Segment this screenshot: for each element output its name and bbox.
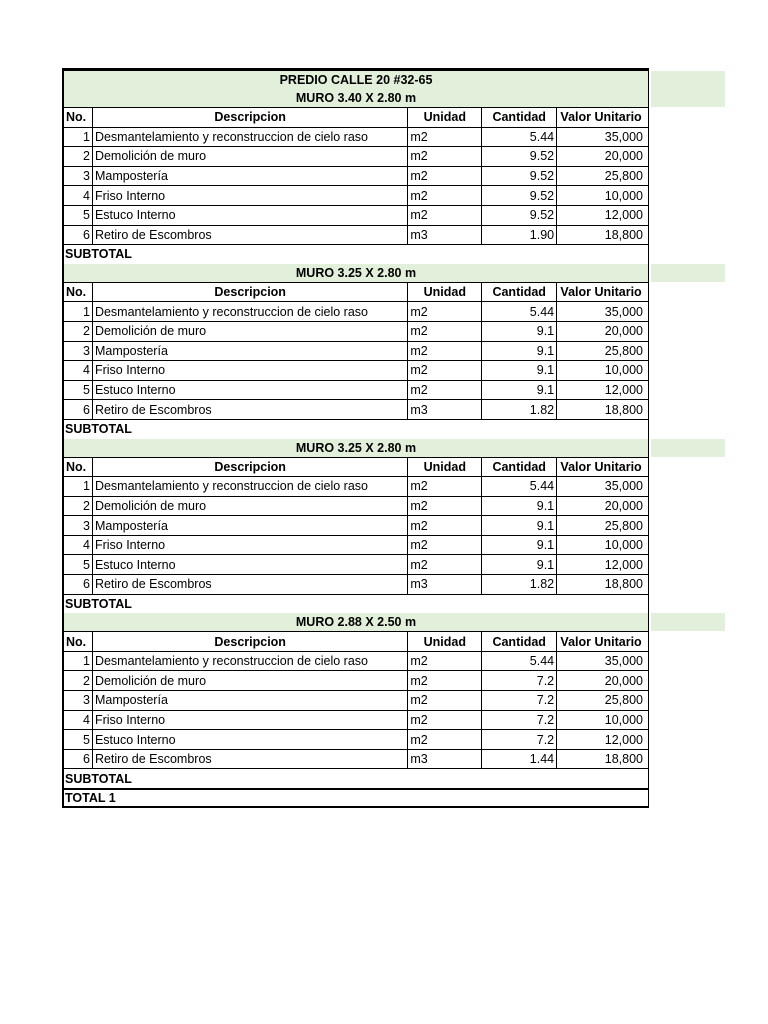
cell-no[interactable]: 4 bbox=[64, 361, 93, 380]
cell-no[interactable]: 5 bbox=[64, 381, 93, 400]
total-label: TOTAL 1 bbox=[65, 791, 116, 805]
header-descripcion[interactable]: Descripcion bbox=[93, 458, 408, 477]
cell-unidad[interactable]: m2 bbox=[408, 186, 482, 205]
cell-no[interactable]: 6 bbox=[64, 400, 93, 419]
table-row bbox=[62, 749, 649, 769]
cell-valor-unitario[interactable]: 25,800 bbox=[604, 693, 643, 708]
cell-descripcion[interactable]: Friso Interno bbox=[93, 186, 408, 205]
table-row bbox=[62, 360, 649, 380]
cell-no[interactable]: 6 bbox=[64, 750, 93, 769]
cell-cantidad[interactable]: 9.52 bbox=[482, 147, 557, 166]
cell-unidad[interactable]: m2 bbox=[408, 536, 482, 555]
cell-descripcion[interactable]: Estuco Interno bbox=[93, 730, 408, 749]
cell-no[interactable]: 2 bbox=[64, 322, 93, 341]
subtotal-row[interactable] bbox=[62, 244, 649, 264]
cell-cantidad[interactable]: 7.2 bbox=[482, 691, 557, 710]
header-no[interactable]: No. bbox=[64, 108, 93, 127]
cell-unidad[interactable]: m2 bbox=[408, 167, 482, 186]
cell-cantidad[interactable]: 7.2 bbox=[482, 711, 557, 730]
cell-no[interactable]: 1 bbox=[64, 652, 93, 671]
section-title-row[interactable] bbox=[62, 264, 649, 282]
section-title: MURO 3.40 X 2.80 m bbox=[295, 91, 417, 105]
table-row bbox=[62, 574, 649, 594]
table-row bbox=[62, 321, 649, 341]
section-title: MURO 3.25 X 2.80 m bbox=[295, 265, 417, 280]
cell-cantidad[interactable]: 1.82 bbox=[482, 400, 557, 419]
table-row bbox=[62, 515, 649, 535]
cell-valor-unitario[interactable]: 12,000 bbox=[604, 208, 643, 223]
cell-descripcion[interactable]: Demolición de muro bbox=[93, 147, 408, 166]
cell-descripcion[interactable]: Mampostería bbox=[93, 691, 408, 710]
cell-unidad[interactable]: m2 bbox=[408, 147, 482, 166]
table-row bbox=[62, 341, 649, 361]
cell-descripcion[interactable]: Mampostería bbox=[93, 342, 408, 361]
cell-no[interactable]: 5 bbox=[64, 206, 93, 225]
table-row bbox=[62, 554, 649, 574]
cell-unidad[interactable]: m2 bbox=[408, 730, 482, 749]
cell-valor-unitario[interactable]: 10,000 bbox=[604, 538, 643, 553]
cell-descripcion[interactable]: Desmantelamiento y reconstruccion de cielo raso bbox=[93, 477, 408, 496]
table-row bbox=[62, 651, 649, 671]
cell-valor-unitario[interactable]: 20,000 bbox=[604, 498, 643, 513]
cell-unidad[interactable]: m2 bbox=[408, 516, 482, 535]
subtotal-row[interactable] bbox=[62, 768, 649, 788]
cell-unidad[interactable]: m3 bbox=[408, 750, 482, 769]
sections bbox=[62, 89, 723, 788]
cell-descripcion[interactable]: Friso Interno bbox=[93, 711, 408, 730]
header-unidad[interactable]: Unidad bbox=[408, 632, 482, 651]
header-descripcion[interactable]: Descripcion bbox=[93, 632, 408, 651]
table-row bbox=[62, 710, 649, 730]
cell-descripcion[interactable]: Demolición de muro bbox=[93, 671, 408, 690]
sheet-title-row[interactable] bbox=[62, 68, 649, 89]
subtotal-label: SUBTOTAL bbox=[65, 422, 132, 437]
cell-descripcion[interactable]: Demolición de muro bbox=[93, 322, 408, 341]
cell-no[interactable]: 2 bbox=[64, 671, 93, 690]
cell-valor-unitario[interactable]: 20,000 bbox=[604, 324, 643, 339]
cell-cantidad[interactable]: 9.1 bbox=[482, 342, 557, 361]
cell-descripcion[interactable]: Retiro de Escombros bbox=[93, 750, 408, 769]
table-row bbox=[62, 166, 649, 186]
cell-valor-unitario[interactable]: 10,000 bbox=[604, 712, 643, 727]
cell-cantidad[interactable]: 7.2 bbox=[482, 671, 557, 690]
cell-cantidad[interactable]: 1.44 bbox=[482, 750, 557, 769]
table-row bbox=[62, 127, 649, 147]
cell-valor-unitario[interactable]: 20,000 bbox=[604, 149, 643, 164]
spreadsheet bbox=[62, 68, 723, 808]
cell-valor-unitario[interactable]: 35,000 bbox=[604, 479, 643, 494]
header-cantidad[interactable]: Cantidad bbox=[482, 283, 557, 302]
cell-no[interactable]: 2 bbox=[64, 147, 93, 166]
cell-no[interactable]: 5 bbox=[64, 730, 93, 749]
subtotal-row[interactable] bbox=[62, 419, 649, 439]
cell-descripcion[interactable]: Estuco Interno bbox=[93, 206, 408, 225]
cell-valor-unitario[interactable]: 12,000 bbox=[604, 732, 643, 747]
cell-cantidad[interactable]: 5.44 bbox=[482, 128, 557, 147]
cell-valor-unitario[interactable]: 18,800 bbox=[604, 752, 643, 767]
cell-no[interactable]: 1 bbox=[64, 128, 93, 147]
column-header-row bbox=[62, 457, 649, 477]
subtotal-row[interactable] bbox=[62, 594, 649, 614]
cell-no[interactable]: 3 bbox=[64, 691, 93, 710]
cell-descripcion[interactable]: Estuco Interno bbox=[93, 555, 408, 574]
cell-descripcion[interactable]: Mampostería bbox=[93, 516, 408, 535]
table-row bbox=[62, 729, 649, 749]
cell-no[interactable]: 3 bbox=[64, 167, 93, 186]
cell-descripcion[interactable]: Friso Interno bbox=[93, 536, 408, 555]
cell-descripcion[interactable]: Desmantelamiento y reconstruccion de cielo raso bbox=[93, 652, 408, 671]
table-row bbox=[62, 225, 649, 245]
section-title: MURO 2.88 X 2.50 m bbox=[295, 615, 417, 630]
header-valor-unitario[interactable]: Valor Unitario bbox=[560, 285, 642, 300]
cell-cantidad[interactable]: 9.52 bbox=[482, 186, 557, 205]
header-cantidad[interactable]: Cantidad bbox=[482, 632, 557, 651]
cell-no[interactable]: 6 bbox=[64, 226, 93, 245]
cell-no[interactable]: 4 bbox=[64, 711, 93, 730]
cell-unidad[interactable]: m2 bbox=[408, 691, 482, 710]
cell-unidad[interactable]: m2 bbox=[408, 711, 482, 730]
cell-valor-unitario[interactable]: 25,800 bbox=[604, 343, 643, 358]
column-header-row bbox=[62, 282, 649, 302]
cell-no[interactable]: 4 bbox=[64, 186, 93, 205]
cell-unidad[interactable]: m2 bbox=[408, 477, 482, 496]
cell-unidad[interactable]: m2 bbox=[408, 671, 482, 690]
cell-valor-unitario[interactable]: 18,800 bbox=[604, 577, 643, 592]
cell-no[interactable]: 1 bbox=[64, 477, 93, 496]
header-unidad[interactable]: Unidad bbox=[408, 283, 482, 302]
cell-valor-unitario[interactable]: 25,800 bbox=[604, 169, 643, 184]
column-header-row bbox=[62, 107, 649, 127]
cell-unidad[interactable]: m2 bbox=[408, 652, 482, 671]
cell-valor-unitario[interactable]: 35,000 bbox=[604, 129, 643, 144]
subtotal-label: SUBTOTAL bbox=[65, 596, 132, 611]
section-title-row[interactable] bbox=[62, 439, 649, 457]
table-row bbox=[62, 146, 649, 166]
subtotal-label: SUBTOTAL bbox=[65, 247, 132, 262]
cell-unidad[interactable]: m2 bbox=[408, 322, 482, 341]
cell-cantidad[interactable]: 1.90 bbox=[482, 226, 557, 245]
cell-valor-unitario[interactable]: 18,800 bbox=[604, 402, 643, 417]
cell-cantidad[interactable]: 9.52 bbox=[482, 206, 557, 225]
cell-cantidad[interactable]: 5.44 bbox=[482, 477, 557, 496]
header-descripcion[interactable]: Descripcion bbox=[93, 108, 408, 127]
cell-cantidad[interactable]: 9.1 bbox=[482, 536, 557, 555]
header-valor-unitario[interactable]: Valor Unitario bbox=[560, 634, 642, 649]
cell-unidad[interactable]: m2 bbox=[408, 342, 482, 361]
cell-unidad[interactable]: m3 bbox=[408, 400, 482, 419]
cell-cantidad[interactable]: 5.44 bbox=[482, 302, 557, 321]
cell-cantidad[interactable]: 9.1 bbox=[482, 322, 557, 341]
cell-descripcion[interactable]: Mampostería bbox=[93, 167, 408, 186]
cell-cantidad[interactable]: 9.1 bbox=[482, 555, 557, 574]
cell-valor-unitario[interactable]: 35,000 bbox=[604, 304, 643, 319]
cell-valor-unitario[interactable]: 10,000 bbox=[604, 363, 643, 378]
cell-valor-unitario[interactable]: 25,800 bbox=[604, 518, 643, 533]
table-row bbox=[62, 535, 649, 555]
table-row bbox=[62, 670, 649, 690]
cell-descripcion[interactable]: Retiro de Escombros bbox=[93, 226, 408, 245]
table-row bbox=[62, 476, 649, 496]
cell-descripcion[interactable]: Demolición de muro bbox=[93, 497, 408, 516]
header-no[interactable]: No. bbox=[64, 458, 93, 477]
cell-unidad[interactable]: m2 bbox=[408, 381, 482, 400]
header-valor-unitario[interactable]: Valor Unitario bbox=[560, 459, 642, 474]
header-unidad[interactable]: Unidad bbox=[408, 108, 482, 127]
cell-unidad[interactable]: m2 bbox=[408, 361, 482, 380]
cell-unidad[interactable]: m2 bbox=[408, 128, 482, 147]
cell-cantidad[interactable]: 5.44 bbox=[482, 652, 557, 671]
table-row bbox=[62, 185, 649, 205]
table-row bbox=[62, 380, 649, 400]
total-row[interactable] bbox=[62, 788, 649, 808]
cell-descripcion[interactable]: Friso Interno bbox=[93, 361, 408, 380]
cell-valor-unitario[interactable]: 12,000 bbox=[604, 383, 643, 398]
column-header-row bbox=[62, 631, 649, 651]
cell-descripcion[interactable]: Estuco Interno bbox=[93, 381, 408, 400]
cell-valor-unitario[interactable]: 20,000 bbox=[604, 673, 643, 688]
cell-no[interactable]: 3 bbox=[64, 342, 93, 361]
sheet-title: PREDIO CALLE 20 #32-65 bbox=[279, 73, 433, 87]
table-row bbox=[62, 205, 649, 225]
cell-unidad[interactable]: m3 bbox=[408, 575, 482, 594]
cell-cantidad[interactable]: 7.2 bbox=[482, 730, 557, 749]
cell-descripcion[interactable]: Retiro de Escombros bbox=[93, 575, 408, 594]
cell-unidad[interactable]: m2 bbox=[408, 497, 482, 516]
table-row bbox=[62, 301, 649, 321]
section-title-row[interactable] bbox=[62, 89, 649, 107]
cell-valor-unitario[interactable]: 18,800 bbox=[604, 227, 643, 242]
cell-no[interactable]: 2 bbox=[64, 497, 93, 516]
header-no[interactable]: No. bbox=[64, 632, 93, 651]
cell-no[interactable]: 1 bbox=[64, 302, 93, 321]
cell-no[interactable]: 3 bbox=[64, 516, 93, 535]
cell-descripcion[interactable]: Desmantelamiento y reconstruccion de cielo raso bbox=[93, 128, 408, 147]
header-no[interactable]: No. bbox=[64, 283, 93, 302]
header-valor-unitario[interactable]: Valor Unitario bbox=[560, 110, 642, 125]
cell-cantidad[interactable]: 1.82 bbox=[482, 575, 557, 594]
table-row bbox=[62, 399, 649, 419]
section-title-row[interactable] bbox=[62, 613, 649, 631]
header-cantidad[interactable]: Cantidad bbox=[482, 458, 557, 477]
cell-valor-unitario[interactable]: 10,000 bbox=[604, 188, 643, 203]
header-descripcion[interactable]: Descripcion bbox=[93, 283, 408, 302]
cell-cantidad[interactable]: 9.1 bbox=[482, 516, 557, 535]
cell-no[interactable]: 5 bbox=[64, 555, 93, 574]
cell-descripcion[interactable]: Retiro de Escombros bbox=[93, 400, 408, 419]
cell-valor-unitario[interactable]: 12,000 bbox=[604, 557, 643, 572]
cell-cantidad[interactable]: 9.1 bbox=[482, 361, 557, 380]
cell-valor-unitario[interactable]: 35,000 bbox=[604, 654, 643, 669]
cell-cantidad[interactable]: 9.1 bbox=[482, 381, 557, 400]
table-row bbox=[62, 496, 649, 516]
cell-unidad[interactable]: m2 bbox=[408, 302, 482, 321]
header-cantidad[interactable]: Cantidad bbox=[482, 108, 557, 127]
cell-cantidad[interactable]: 9.52 bbox=[482, 167, 557, 186]
cell-no[interactable]: 4 bbox=[64, 536, 93, 555]
cell-unidad[interactable]: m3 bbox=[408, 226, 482, 245]
cell-no[interactable]: 6 bbox=[64, 575, 93, 594]
cell-unidad[interactable]: m2 bbox=[408, 555, 482, 574]
section-title: MURO 3.25 X 2.80 m bbox=[295, 440, 417, 455]
table-row bbox=[62, 690, 649, 710]
subtotal-label: SUBTOTAL bbox=[65, 771, 132, 786]
cell-cantidad[interactable]: 9.1 bbox=[482, 497, 557, 516]
cell-unidad[interactable]: m2 bbox=[408, 206, 482, 225]
cell-descripcion[interactable]: Desmantelamiento y reconstruccion de cielo raso bbox=[93, 302, 408, 321]
header-unidad[interactable]: Unidad bbox=[408, 458, 482, 477]
